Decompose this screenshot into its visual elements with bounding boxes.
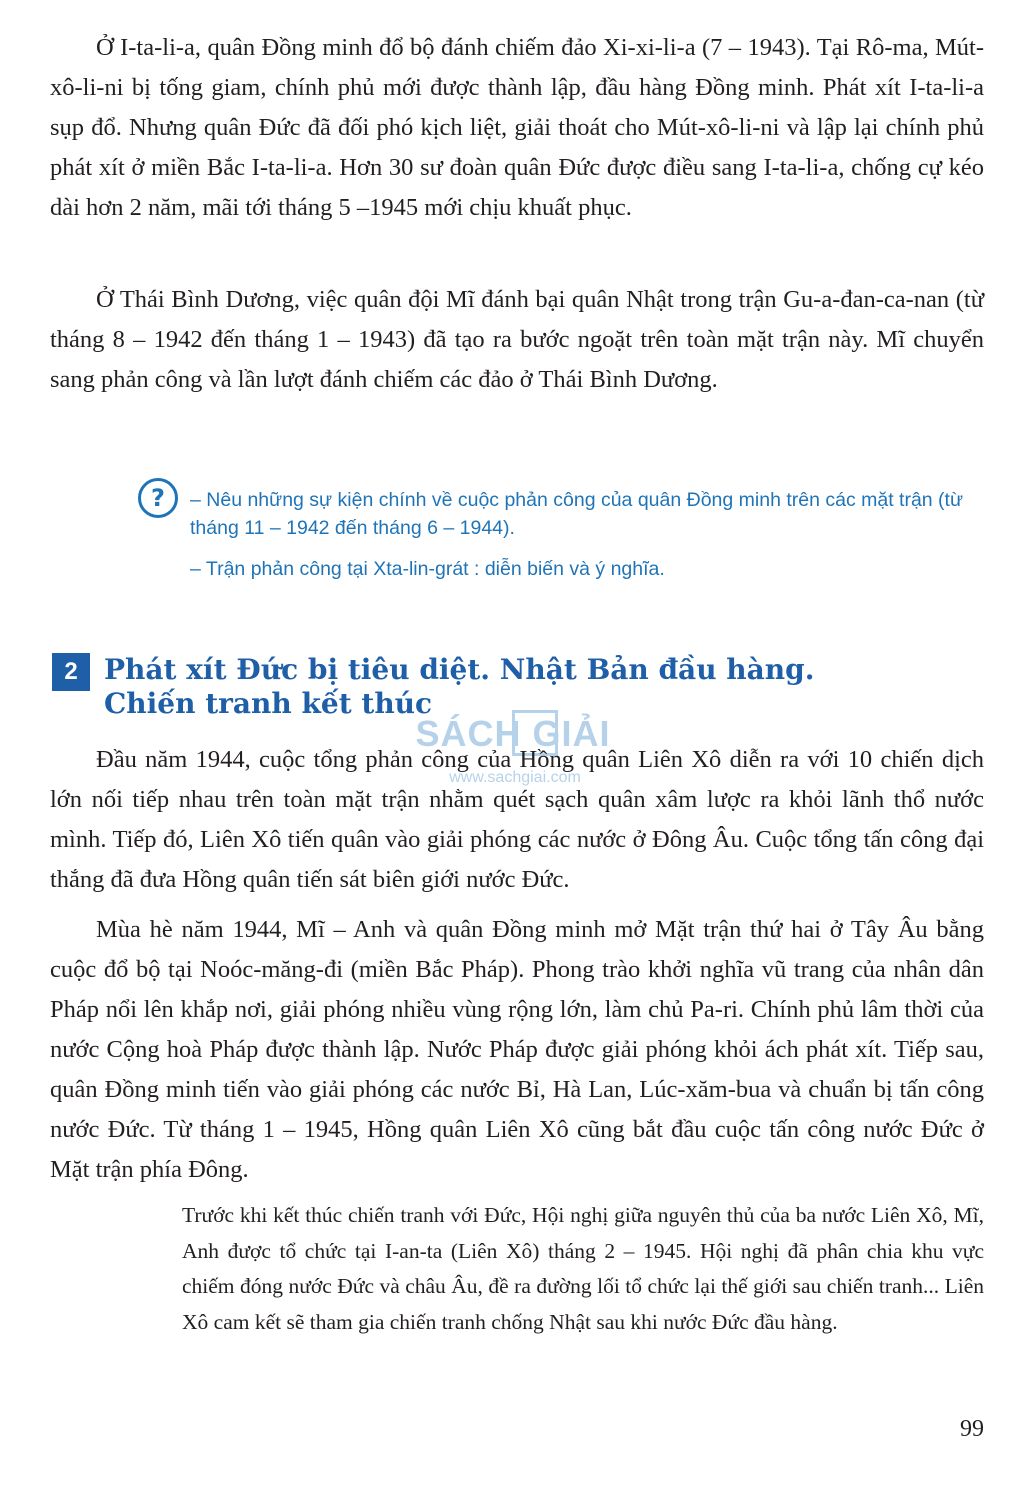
paragraph-soviet-offensive: Đầu năm 1944, cuộc tổng phản công của Hồng quân Liên Xô diễn ra với 10 chiến dịch lớn nối tiếp nhau trên toàn mặt trận nhằm quét sạch quân xâm lược ra khỏi lãnh thổ nước mình. Tiếp đó, Liên Xô tiến quân vào giải phóng các nước ở Đông Âu. Cuộc tổng tấn công đại thắng đã đưa Hồng quân tiến sát biên giới nước Đức. xyxy=(50,746,984,893)
paragraph-pacific: Ở Thái Bình Dương, việc quân đội Mĩ đánh bại quân Nhật trong trận Gu-a-đan-ca-nan (từ tháng 8 – 1942 đến tháng 1 – 1943) đã tạo ra bước ngoặt trên toàn mặt trận này. Mĩ chuyển sang phản công và lần lượt đánh chiếm các đảo ở Thái Bình Dương. xyxy=(50,286,984,393)
paragraph-second-front: Mùa hè năm 1944, Mĩ – Anh và quân Đồng minh mở Mặt trận thứ hai ở Tây Âu bằng cuộc đổ bộ tại Noóc-măng-đi (miền Bắc Pháp). Phong trào khởi nghĩa vũ trang của nhân dân Pháp nổi lên khắp nơi, giải phóng nhiều vùng rộng lớn, làm chủ Pa-ri. Chính phủ lâm thời của nước Cộng hoà Pháp được thành lập. Nước Pháp được giải phóng khỏi ách phát xít. Tiếp sau, quân Đồng minh tiến vào giải phóng các nước Bỉ, Hà Lan, Lúc-xăm-bua và chuẩn bị tấn công nước Đức. Từ tháng 1 – 1945, Hồng quân Liên Xô cũng bắt đầu cuộc tấn công nước Đức ở Mặt trận phía Đông. xyxy=(50,916,984,1183)
paragraph-italy: Ở I-ta-li-a, quân Đồng minh đổ bộ đánh chiếm đảo Xi-xi-li-a (7 – 1943). Tại Rô-ma, Mút-xô-li-ni bị tống giam, chính phủ mới được thành lập, đầu hàng Đồng minh. Phát xít I-ta-li-a sụp đổ. Nhưng quân Đức đã đối phó kịch liệt, giải thoát cho Mút-xô-li-ni và lập lại chính phủ phát xít ở miền Bắc I-ta-li-a. Hơn 30 sư đoàn quân Đức được điều sang I-ta-li-a, chống cự kéo dài hơn 2 năm, mãi tới tháng 5 –1945 mới chịu khuất phục. xyxy=(50,34,984,221)
question-mark-icon: ? xyxy=(138,478,178,518)
watermark-url: www.sachgiai.com xyxy=(449,769,581,786)
page-number: 99 xyxy=(960,1416,984,1442)
section-title-line: Phát xít Đức bị tiêu diệt. Nhật Bản đầu hàng. xyxy=(104,653,815,686)
yalta-note: Trước khi kết thúc chiến tranh với Đức, Hội nghị giữa nguyên thủ của ba nước Liên Xô, Mĩ, Anh được tổ chức tại I-an-ta (Liên Xô) tháng 2 – 1945. Hội nghị đã phân chia khu vực chiếm đóng nước Đức và châu Âu, đề ra đường lối tổ chức lại thế giới sau chiến tranh... Liên Xô cam kết sẽ tham gia chiến tranh chống Nhật sau khi nước Đức đầu hàng. xyxy=(182,1203,984,1334)
watermark-text: SÁCH GIẢI xyxy=(415,713,611,754)
section-title-line: Chiến tranh kết thúc xyxy=(104,687,433,720)
question-item: – Trận phản công tại Xta-lin-grát : diễn biến và ý nghĩa. xyxy=(190,558,665,580)
section-number-badge: 2 xyxy=(52,653,90,691)
question-item: – Nêu những sự kiện chính về cuộc phản công của quân Đồng minh trên các mặt trận (từ tháng 11 – 1942 đến tháng 6 – 1944). xyxy=(190,489,964,539)
